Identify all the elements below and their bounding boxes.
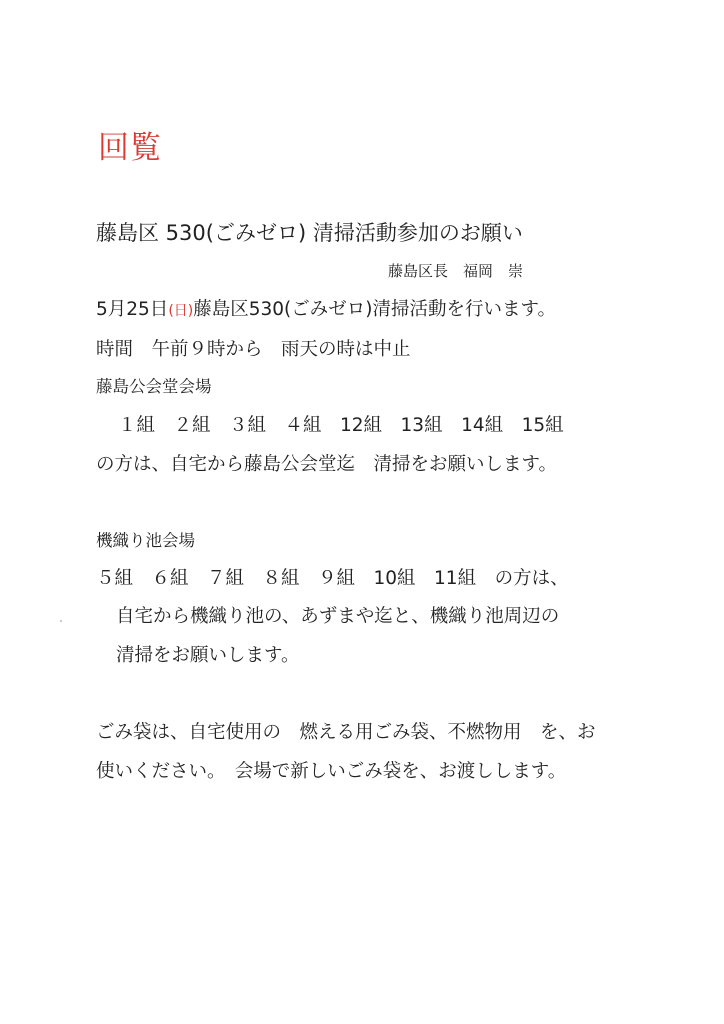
time-line: 時間 午前９時から 雨天の時は中止 — [96, 339, 411, 360]
announcement-line — [96, 301, 556, 320]
venue1-groups: １組 ２組 ３組 ４組 12組 13組 14組 15組 — [118, 415, 564, 436]
circulation-stamp: 回覧 — [98, 130, 162, 166]
event-description: 藤島区530(ごみゼロ)清掃活動を行います。 — [193, 299, 557, 320]
scan-speck — [60, 620, 62, 622]
venue2-name: 機織り池会場 — [96, 531, 195, 550]
venue1-instruction: の方は、自宅から藤島公会堂迄 清掃をお願いします。 — [96, 454, 558, 475]
venue2-instruction-1: 自宅から機織り池の、あずまや迄と、機織り池周辺の — [116, 606, 560, 627]
venue2-groups: ５組 ６組 ７組 ８組 ９組 10組 11組 の方は、 — [96, 568, 569, 589]
sunday-mark: (日) — [168, 303, 194, 319]
event-date: 5月25日 — [96, 299, 169, 320]
author-line: 藤島区長 福岡 崇 — [388, 262, 524, 280]
venue1-name: 藤島公会堂会場 — [96, 377, 212, 396]
bags-line-2: 使いください。 会場で新しいごみ袋を、お渡しします。 — [96, 761, 567, 782]
bags-line-1: ごみ袋は、自宅使用の 燃える用ごみ袋、不燃物用 を、お — [96, 722, 596, 743]
notice-title: 藤島区 530(ごみゼロ) 清掃活動参加のお願い — [96, 221, 523, 245]
venue2-instruction-2: 清掃をお願いします。 — [116, 645, 300, 666]
